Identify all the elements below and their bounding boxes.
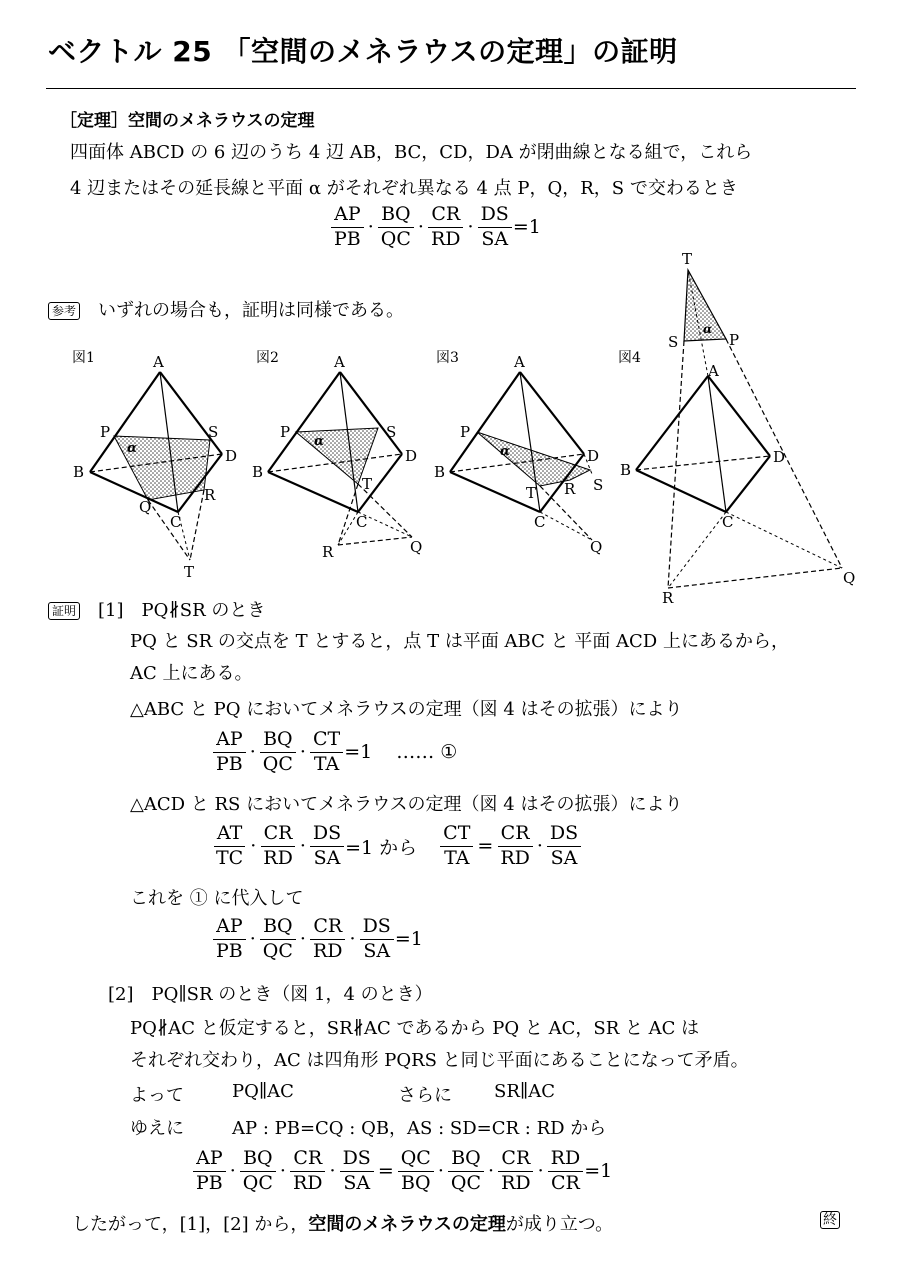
proof-text: PQ∥AC bbox=[232, 1081, 294, 1102]
svg-text:C: C bbox=[722, 513, 734, 531]
fig1-caption: 図1 bbox=[72, 350, 95, 366]
svg-text:B: B bbox=[434, 463, 446, 481]
proof-text: △ACD と RS においてメネラウスの定理（図 4 はその拡張）により bbox=[130, 794, 683, 815]
fraction: $\frac{DS}{SA}$ bbox=[310, 823, 344, 870]
svg-text:R: R bbox=[322, 543, 334, 561]
svg-text:D: D bbox=[225, 447, 238, 465]
proof-case1-heading: 証明 [1] PQ∦SR のとき bbox=[48, 596, 265, 622]
fraction: $\frac{BQ}{QC}$ bbox=[260, 916, 296, 963]
conclusion: したがって，[1]，[2] から，空間のメネラウスの定理が成り立つ。 bbox=[72, 1214, 614, 1235]
proof-text: △ABC と PQ においてメネラウスの定理（図 4 はその拡張）により bbox=[130, 699, 683, 720]
svg-text:A: A bbox=[334, 353, 345, 371]
svg-text:Q: Q bbox=[139, 498, 152, 516]
svg-text:D: D bbox=[405, 447, 418, 465]
fraction: $\frac{DS}{SA}$ bbox=[360, 916, 394, 963]
fraction: $\frac{CT}{TA}$ bbox=[440, 823, 473, 870]
end-mark: 終 bbox=[820, 1209, 840, 1229]
proof-case2-heading: [2] PQ∥SR のとき（図 1，4 のとき） bbox=[108, 984, 433, 1005]
svg-text:Q: Q bbox=[410, 538, 423, 556]
fig4-caption: 図4 bbox=[618, 350, 641, 366]
proof-text: ゆえに bbox=[130, 1118, 184, 1139]
equation-2: $\frac{AT}{TC}$ · $\frac{CR}{RD}$ · $\frac{DS}{SA}$ =1 から $\frac{CT}{TA}$ = $\frac{CR}{RD}$ · $\frac{DS}{SA}$ bbox=[212, 823, 582, 870]
svg-text:A: A bbox=[708, 362, 719, 380]
svg-text:T: T bbox=[682, 250, 693, 268]
proof-text: それぞれ交わり，AC は四角形 PQRS と同じ平面にあることになって矛盾。 bbox=[130, 1050, 749, 1071]
svg-text:T: T bbox=[526, 484, 537, 502]
svg-text:C: C bbox=[170, 513, 182, 531]
note-text: いずれの場合も，証明は同様である。 bbox=[98, 300, 405, 321]
fraction: $\frac{BQ}{QC}$ bbox=[448, 1148, 484, 1195]
svg-text:α: α bbox=[703, 322, 713, 336]
fraction: $\frac{AP}{PB}$ bbox=[213, 916, 246, 963]
svg-text:T: T bbox=[362, 475, 373, 493]
fraction: $\frac{AP}{PB}$ bbox=[193, 1148, 226, 1195]
proof-text: これを ① に代入して bbox=[130, 888, 304, 909]
svg-text:D: D bbox=[587, 447, 600, 465]
svg-text:R: R bbox=[204, 486, 216, 504]
equation-4: $\frac{AP}{PB}$ · $\frac{BQ}{QC}$ · $\frac{CR}{RD}$ · $\frac{DS}{SA}$ = $\frac{QC}{BQ}$ · $\frac{BQ}{QC}$ · $\frac{CR}{RD}$ · $\frac{RD}{CR}$ =1 bbox=[192, 1148, 612, 1195]
note-label: 参考 bbox=[48, 302, 80, 320]
proof-label: 証明 bbox=[48, 602, 80, 620]
figure-2 bbox=[252, 350, 422, 561]
figure-1 bbox=[72, 350, 237, 581]
svg-text:C: C bbox=[534, 513, 546, 531]
theorem-formula: $\frac{AP}{PB}$ · $\frac{BQ}{QC}$ · $\frac{CR}{RD}$ · $\frac{DS}{SA}$ =1 bbox=[330, 204, 541, 251]
svg-text:B: B bbox=[73, 463, 85, 481]
fraction: $\frac{BQ}{QC}$ bbox=[378, 204, 414, 251]
proof-text: AC 上にある。 bbox=[130, 663, 253, 684]
title-divider bbox=[46, 88, 856, 89]
proof-text: AP : PB=CQ : QB，AS : SD=CR : RD から bbox=[232, 1118, 607, 1139]
fraction: $\frac{BQ}{QC}$ bbox=[240, 1148, 276, 1195]
fraction: $\frac{CR}{RD}$ bbox=[497, 823, 533, 870]
fraction: $\frac{DS}{SA}$ bbox=[547, 823, 581, 870]
svg-text:S: S bbox=[593, 476, 604, 494]
svg-text:Q: Q bbox=[590, 538, 603, 556]
fraction: $\frac{DS}{SA}$ bbox=[478, 204, 512, 251]
svg-text:α: α bbox=[127, 441, 138, 456]
svg-text:S: S bbox=[386, 423, 397, 441]
proof-text: PQ と SR の交点を T とすると，点 T は平面 ABC と 平面 ACD 上にあるから， bbox=[130, 631, 789, 652]
fraction: $\frac{RD}{CR}$ bbox=[548, 1148, 584, 1195]
figure-4 bbox=[618, 250, 855, 607]
svg-text:A: A bbox=[514, 353, 525, 371]
fraction: $\frac{AT}{TC}$ bbox=[213, 823, 246, 870]
svg-text:D: D bbox=[773, 448, 786, 466]
svg-text:P: P bbox=[729, 331, 740, 349]
fig3-caption: 図3 bbox=[436, 350, 459, 366]
svg-text:T: T bbox=[184, 563, 195, 581]
fraction: $\frac{CR}{RD}$ bbox=[290, 1148, 326, 1195]
proof-text: よって bbox=[130, 1085, 184, 1106]
svg-text:α: α bbox=[500, 444, 511, 459]
fraction: $\frac{CR}{RD}$ bbox=[310, 916, 346, 963]
svg-text:B: B bbox=[620, 461, 632, 479]
svg-text:P: P bbox=[280, 423, 291, 441]
fraction: $\frac{CR}{RD}$ bbox=[498, 1148, 534, 1195]
svg-text:α: α bbox=[314, 434, 325, 449]
fraction: $\frac{QC}{BQ}$ bbox=[398, 1148, 434, 1195]
equation-3: $\frac{AP}{PB}$ · $\frac{BQ}{QC}$ · $\frac{CR}{RD}$ · $\frac{DS}{SA}$ =1 bbox=[212, 916, 423, 963]
svg-text:B: B bbox=[252, 463, 264, 481]
fraction: $\frac{BQ}{QC}$ bbox=[260, 729, 296, 776]
svg-text:Q: Q bbox=[843, 569, 856, 587]
svg-text:S: S bbox=[668, 333, 679, 351]
fraction: $\frac{AP}{PB}$ bbox=[331, 204, 364, 251]
fraction: $\frac{CR}{RD}$ bbox=[428, 204, 464, 251]
svg-text:C: C bbox=[356, 513, 368, 531]
proof-text: SR∥AC bbox=[494, 1081, 555, 1102]
theorem-heading: ［定理］空間のメネラウスの定理 bbox=[60, 111, 315, 131]
figure-3 bbox=[434, 350, 603, 556]
svg-text:P: P bbox=[460, 423, 471, 441]
fraction: $\frac{CT}{TA}$ bbox=[310, 729, 343, 776]
svg-text:A: A bbox=[153, 353, 164, 371]
svg-text:P: P bbox=[100, 423, 111, 441]
svg-text:R: R bbox=[564, 480, 576, 498]
page-title: ベクトル 25 「空間のメネラウスの定理」の証明 bbox=[48, 35, 678, 68]
svg-text:S: S bbox=[208, 423, 219, 441]
proof-text: PQ∦AC と仮定すると，SR∦AC であるから PQ と AC，SR と AC は bbox=[130, 1018, 700, 1039]
fraction: $\frac{CR}{RD}$ bbox=[260, 823, 296, 870]
fraction: $\frac{DS}{SA}$ bbox=[340, 1148, 374, 1195]
figures-svg bbox=[0, 240, 906, 610]
fig2-caption: 図2 bbox=[256, 350, 279, 366]
equation-1: $\frac{AP}{PB}$ · $\frac{BQ}{QC}$ · $\frac{CT}{TA}$ =1 …… ① bbox=[212, 729, 457, 776]
fraction: $\frac{AP}{PB}$ bbox=[213, 729, 246, 776]
svg-text:R: R bbox=[662, 589, 674, 607]
theorem-line-2: 4 辺またはその延長線と平面 α がそれぞれ異なる 4 点 P，Q，R，S で交わるとき bbox=[70, 178, 738, 199]
proof-text: さらに bbox=[398, 1085, 452, 1106]
theorem-line-1: 四面体 ABCD の 6 辺のうち 4 辺 AB，BC，CD，DA が閉曲線となる組で，これら bbox=[70, 142, 753, 163]
